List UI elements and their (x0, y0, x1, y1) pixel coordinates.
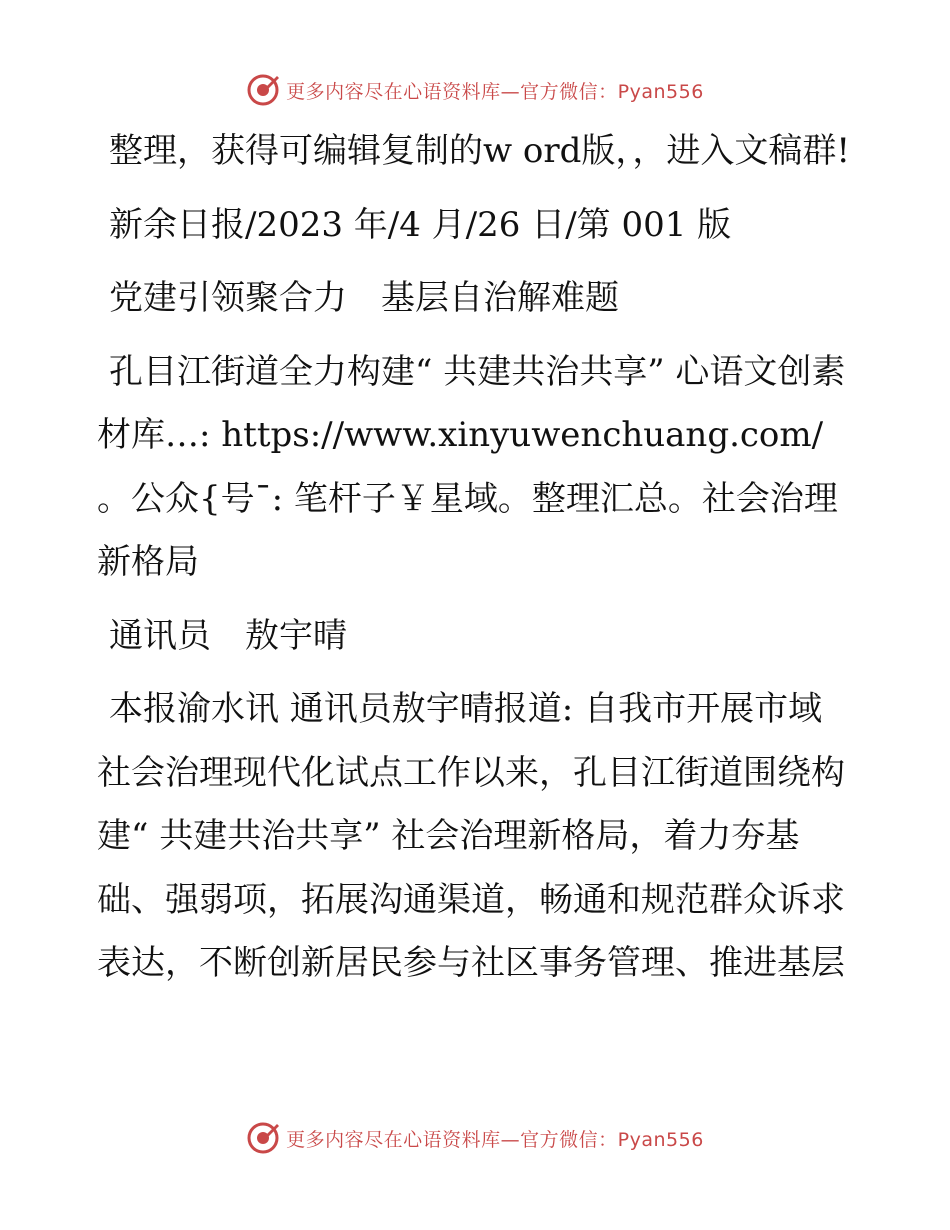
document-body (97, 120, 853, 996)
paragraph-intro: 整理，获得可编辑复制的w ord版，，进入文稿群! (109, 131, 851, 171)
pen-logo-icon (246, 1121, 280, 1155)
footer-wechat-id: Pyan556 (617, 1128, 704, 1151)
footer-banner-text: 更多内容尽在心语资料库—官方微信：Pyan556 (286, 1128, 704, 1151)
pen-logo-icon (246, 73, 280, 107)
article-byline: 通讯员 敖宇晴 (109, 615, 347, 656)
article-body-paragraph: 本报渝水讯 通讯员敖宇晴报道: 自我市开展市域社会治理现代化试点工作以来，孔目江街道围绕构建“ 共建共治共享” 社会治理新格局，着力夯基础、强弱项，拓展沟通渠道，畅通和规范群众诉求表达，不断创新居民参与社区事务管理、推进基层 (97, 689, 845, 983)
article-subheadline: 孔目江街道全力构建“ 共建共治共享” 心语文创素材库…: https://www.xinyuwenchuang.com/ 。公众{号¯: 笔杆子￥星域。整理汇总。社会治理新格局 (97, 351, 846, 582)
header-banner-text: 更多内容尽在心语资料库—官方微信：Pyan556 (286, 80, 704, 103)
header-wechat-id: Pyan556 (617, 80, 704, 103)
paragraph-source-line: 新余日报/2023 年/4 月/26 日/第 001 版 (109, 204, 732, 245)
article-headline: 党建引领聚合力 基层自治解难题 (109, 278, 619, 318)
footer-banner (0, 1118, 950, 1158)
header-banner (0, 70, 950, 110)
